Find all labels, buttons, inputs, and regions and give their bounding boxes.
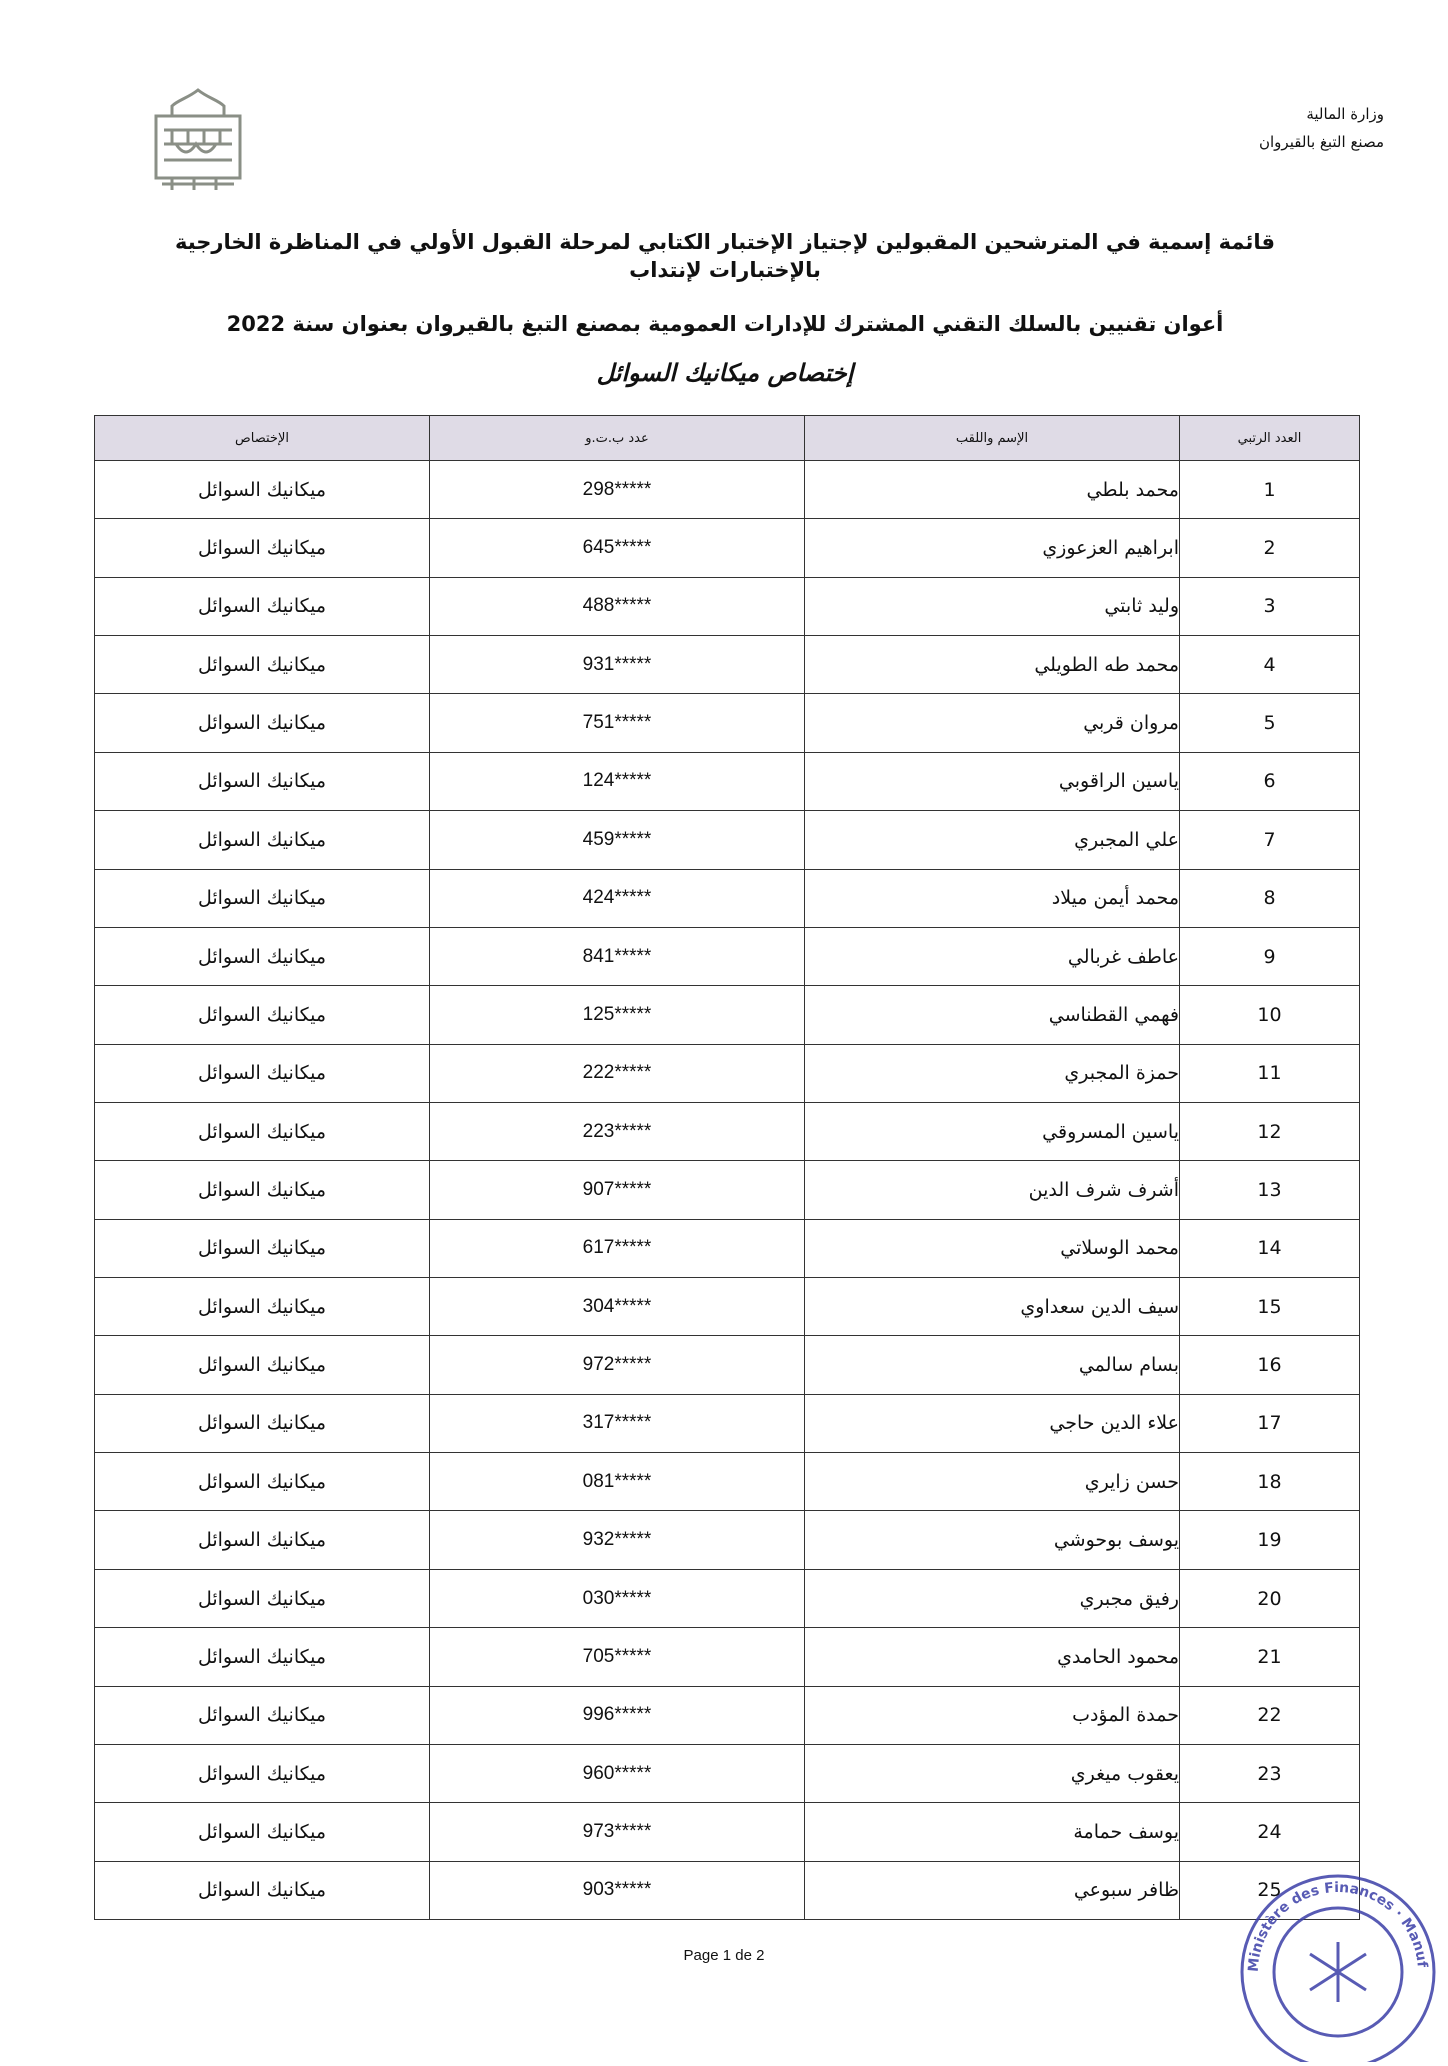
issuer-header [1124,100,1384,156]
candidate-name: حمدة المؤدب [805,1686,1180,1744]
candidate-id: 030***** [430,1569,805,1627]
table-row [95,694,1360,752]
candidate-name: محمد الوسلاتي [805,1219,1180,1277]
candidate-name: محمود الحامدي [805,1628,1180,1686]
row-number: 17 [1180,1394,1360,1452]
row-number: 18 [1180,1453,1360,1511]
candidate-speciality: ميكانيك السوائل [95,1394,430,1452]
candidate-id: 124***** [430,752,805,810]
row-number: 16 [1180,1336,1360,1394]
table-row [95,1744,1360,1802]
header-num: العدد الرتبي [1180,416,1360,461]
row-number: 9 [1180,927,1360,985]
candidate-speciality: ميكانيك السوائل [95,1278,430,1336]
candidate-id: 973***** [430,1803,805,1861]
candidate-id: 222***** [430,1044,805,1102]
table-row [95,577,1360,635]
ministry-name: وزارة المالية [1306,105,1384,123]
candidate-name: وليد ثابتي [805,577,1180,635]
row-number: 3 [1180,577,1360,635]
svg-text:Ministère des Finances · Manuf: Ministère des Finances · Manuf [1245,1879,1430,1973]
candidate-speciality: ميكانيك السوائل [95,1102,430,1160]
candidate-name: مروان قربي [805,694,1180,752]
row-number: 6 [1180,752,1360,810]
candidate-id: 488***** [430,577,805,635]
candidate-name: علي المجبري [805,811,1180,869]
candidate-speciality: ميكانيك السوائل [95,1161,430,1219]
candidate-id: 751***** [430,694,805,752]
table-row [95,1161,1360,1219]
row-number: 15 [1180,1278,1360,1336]
candidate-name: ظافر سبوعي [805,1861,1180,1919]
row-number: 23 [1180,1744,1360,1802]
candidate-id: 081***** [430,1453,805,1511]
candidate-name: محمد طه الطويلي [805,636,1180,694]
candidate-speciality: ميكانيك السوائل [95,461,430,519]
candidate-id: 459***** [430,811,805,869]
candidate-name: محمد بلطي [805,461,1180,519]
candidate-id: 298***** [430,461,805,519]
candidate-speciality: ميكانيك السوائل [95,752,430,810]
row-number: 4 [1180,636,1360,694]
candidate-speciality: ميكانيك السوائل [95,1569,430,1627]
row-number: 22 [1180,1686,1360,1744]
candidate-speciality: ميكانيك السوائل [95,869,430,927]
table-row [95,1394,1360,1452]
candidate-name: علاء الدين حاجي [805,1394,1180,1452]
candidate-id: 996***** [430,1686,805,1744]
table-row [95,1219,1360,1277]
candidate-name: يوسف بوحوشي [805,1511,1180,1569]
candidate-speciality: ميكانيك السوائل [95,519,430,577]
table-row [95,1336,1360,1394]
candidate-speciality: ميكانيك السوائل [95,1686,430,1744]
table-row [95,519,1360,577]
row-number: 5 [1180,694,1360,752]
factory-logo [142,86,254,198]
header-name: الإسم واللقب [805,416,1180,461]
table-row [95,869,1360,927]
candidate-id: 645***** [430,519,805,577]
candidate-name: محمد أيمن ميلاد [805,869,1180,927]
page-number: Page 1 de 2 [683,1947,765,1964]
candidate-id: 223***** [430,1102,805,1160]
table-row [95,1511,1360,1569]
table-row [95,1044,1360,1102]
header-spec: الإختصاص [95,416,430,461]
candidates-table [94,415,1360,1920]
table-row [95,1569,1360,1627]
candidate-name: فهمي القطناسي [805,986,1180,1044]
table-row [95,1628,1360,1686]
candidate-id: 617***** [430,1219,805,1277]
candidate-speciality: ميكانيك السوائل [95,1628,430,1686]
official-stamp [1218,1862,1448,2062]
row-number: 14 [1180,1219,1360,1277]
candidate-speciality: ميكانيك السوائل [95,927,430,985]
table-body [95,461,1360,1920]
row-number: 8 [1180,869,1360,927]
table-row [95,1102,1360,1160]
candidate-speciality: ميكانيك السوائل [95,1861,430,1919]
candidate-id: 424***** [430,869,805,927]
candidate-name: حمزة المجبري [805,1044,1180,1102]
candidate-id: 841***** [430,927,805,985]
table-row [95,986,1360,1044]
candidate-id: 960***** [430,1744,805,1802]
candidate-speciality: ميكانيك السوائل [95,811,430,869]
table-row [95,927,1360,985]
candidate-name: يوسف حمامة [805,1803,1180,1861]
candidate-speciality: ميكانيك السوائل [95,1219,430,1277]
candidate-id: 125***** [430,986,805,1044]
table-header-row [95,416,1360,461]
candidate-name: ياسين المسروقي [805,1102,1180,1160]
candidate-id: 972***** [430,1336,805,1394]
candidate-name: بسام سالمي [805,1336,1180,1394]
candidate-id: 304***** [430,1278,805,1336]
document-title [150,228,1300,388]
table-row [95,1803,1360,1861]
candidate-name: ابراهيم العزعوزي [805,519,1180,577]
candidate-name: حسن زايري [805,1453,1180,1511]
candidate-speciality: ميكانيك السوائل [95,1744,430,1802]
candidate-id: 931***** [430,636,805,694]
candidate-speciality: ميكانيك السوائل [95,1453,430,1511]
row-number: 12 [1180,1102,1360,1160]
row-number: 20 [1180,1569,1360,1627]
candidate-name: يعقوب ميغري [805,1744,1180,1802]
table-row [95,1278,1360,1336]
candidate-name: أشرف شرف الدين [805,1161,1180,1219]
candidate-name: رفيق مجبري [805,1569,1180,1627]
candidate-id: 907***** [430,1161,805,1219]
candidate-speciality: ميكانيك السوائل [95,986,430,1044]
row-number: 21 [1180,1628,1360,1686]
candidate-speciality: ميكانيك السوائل [95,577,430,635]
row-number: 7 [1180,811,1360,869]
table-row [95,811,1360,869]
candidate-speciality: ميكانيك السوائل [95,636,430,694]
table-row [95,636,1360,694]
candidate-speciality: ميكانيك السوائل [95,1803,430,1861]
candidate-speciality: ميكانيك السوائل [95,694,430,752]
row-number: 11 [1180,1044,1360,1102]
candidate-name: ياسين الراقوبي [805,752,1180,810]
candidates-table-wrapper [94,415,1359,1920]
candidate-id: 903***** [430,1861,805,1919]
row-number: 2 [1180,519,1360,577]
row-number: 10 [1180,986,1360,1044]
header-cin: عدد ب.ت.و [430,416,805,461]
row-number: 25 [1180,1861,1360,1919]
title-line-2: أعوان تقنيين بالسلك التقني المشترك للإدارات العمومية بمصنع التبغ بالقيروان بعنوان سنة 2022 [226,312,1224,336]
candidate-name: سيف الدين سعداوي [805,1278,1180,1336]
candidate-speciality: ميكانيك السوائل [95,1336,430,1394]
candidate-name: عاطف غربالي [805,927,1180,985]
table-row [95,1453,1360,1511]
row-number: 24 [1180,1803,1360,1861]
candidate-id: 317***** [430,1394,805,1452]
title-line-1: قائمة إسمية في المترشحين المقبولين لإجتياز الإختبار الكتابي لمرحلة القبول الأولي في المناظرة الخارجية بالإختبارات لإنتداب [174,230,1276,282]
factory-name: مصنع التبغ بالقيروان [1259,133,1384,151]
row-number: 1 [1180,461,1360,519]
table-row [95,1686,1360,1744]
candidate-id: 705***** [430,1628,805,1686]
table-row [95,752,1360,810]
table-row [95,1861,1360,1919]
candidate-speciality: ميكانيك السوائل [95,1511,430,1569]
row-number: 13 [1180,1161,1360,1219]
title-speciality: إختصاص ميكانيك السوائل [596,359,854,387]
candidate-id: 932***** [430,1511,805,1569]
row-number: 19 [1180,1511,1360,1569]
table-row [95,461,1360,519]
candidate-speciality: ميكانيك السوائل [95,1044,430,1102]
